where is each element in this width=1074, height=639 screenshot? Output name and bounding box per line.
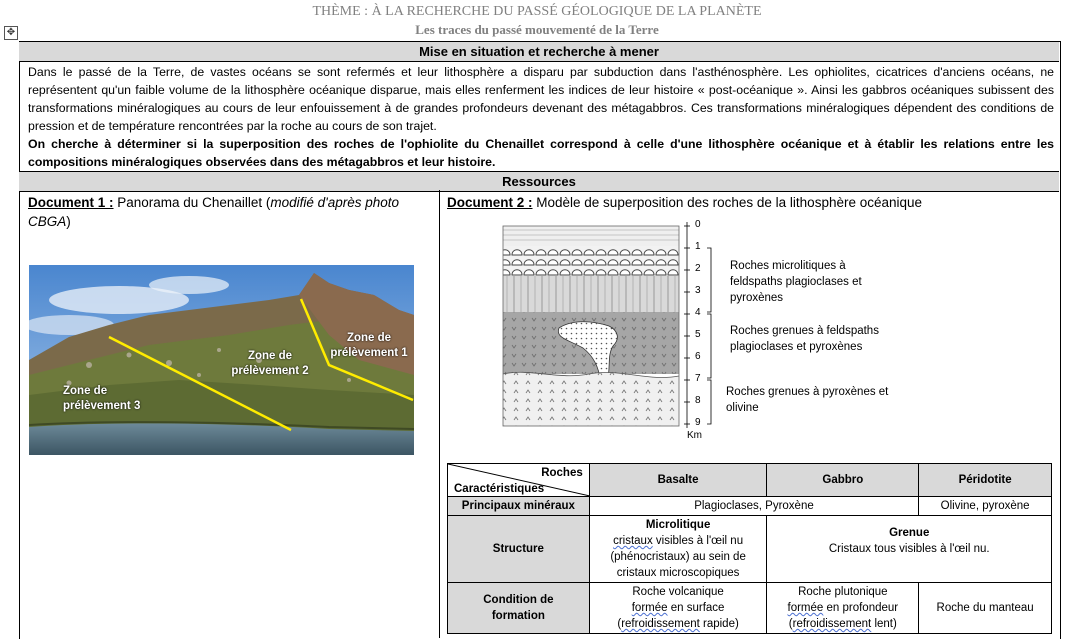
column-header-basalte: Basalte [589,464,767,497]
cell-formation-gabbro [767,583,919,634]
formation-basalte-word-formee: formée [631,602,668,614]
depth-tick-6: 6 [695,351,701,362]
zone-label-3: Zone de prélèvement 3 [63,385,141,412]
depth-tick-8: 8 [695,395,701,406]
move-handle-icon[interactable]: ✥ [4,26,18,40]
formation-basalte-paren: ( [617,618,622,630]
depth-tick-0: 0 [695,219,701,230]
cell-structure-basalte [589,516,767,583]
formation-gabbro-2: en profondeur [823,602,899,614]
structure-word-cristaux: cristaux [613,535,653,547]
section-title-situation: Mise en situation et recherche à mener [19,41,1059,62]
depth-tick-2: 2 [695,263,701,274]
doc1-title-text: Panorama du Chenaillet ( [113,195,271,210]
formation-label-2: formation [491,610,545,622]
table-corner-cell [448,464,590,497]
zone-label-2: Zone de prélèvement 2 [231,350,309,377]
page-subtitle: Les traces du passé mouvementé de la Terre [415,22,659,37]
row-header-formation [448,583,590,634]
row-header-minerals: Principaux minéraux [448,497,590,516]
formation-gabbro-1: Roche plutonique [798,586,888,598]
column-header-gabbro: Gabbro [767,464,919,497]
doc2-title-text: Modèle de superposition des roches de la lithosphère océanique [532,195,923,210]
doc1-title [28,193,433,231]
depth-unit: Km [687,430,702,441]
cell-minerals-peridotite: Olivine, pyroxène [919,497,1052,516]
depth-tick-3: 3 [695,285,701,296]
structure-line-3: cristaux microscopiques [616,567,740,579]
intro-task: On cherche à déterminer si la superposition des roches de l'ophiolite du Chenaillet correspond à celle d'une lithosphère océanique et à établir les relations entre les compositions minéralogiques observées dans des métagabbros et leur histoire. [28,137,1054,169]
corner-label-roches: Roches [541,467,583,479]
layer-label-microlitic: Roches microlitiques à feldspaths plagioclases et pyroxènes [730,260,862,304]
row-header-structure: Structure [448,516,590,583]
formation-basalte-2: en surface [667,602,725,614]
cell-minerals-basalte-gabbro: Plagioclases, Pyroxène [589,497,918,516]
doc1-source: modifié d'après photo CBGA [28,195,400,229]
formation-gabbro-paren: ( [788,618,793,630]
cell-structure-grenue [767,516,1052,583]
formation-label-1: Condition de [483,594,554,606]
formation-gabbro-3: lent) [871,618,897,630]
formation-basalte-word-refroid: refroidissement [621,618,700,630]
cell-formation-peridotite: Roche du manteau [919,583,1052,634]
zone-label-1: Zone de prélèvement 1 [330,332,408,359]
formation-gabbro-word-refroid: refroidissement [792,618,872,630]
structure-grenue: Grenue [889,527,930,539]
depth-tick-7: 7 [695,373,701,384]
column-divider [439,190,440,638]
depth-tick-9: 9 [695,417,701,428]
layer-label-grenues-plagio: Roches grenues à feldspaths plagioclases et pyroxènes [730,325,879,353]
intro-paragraph: Dans le passé de la Terre, de vastes océans se sont refermés et leur lithosphère a disparu par subduction dans l'asthénosphère. Les ophiolites, cicatrices d'anciens océans, ne représentent qu'un faible volume de la lithosphère océanique disparue, mais elles renferment les indices de leur histoire « post-océanique ». Ainsi les gabbros océaniques subissent des transformations minéralogiques au cours de leur enfouissement à de grandes profondeurs devenant des métagabbros. Ces transformations minéralogiques dépendent des conditions de pression et de température rencontrées par la roche au cours de son trajet. [28,65,1054,133]
layer-label-grenues-olivine: Roches grenues à pyroxènes et olivine [726,386,889,414]
depth-tick-1: 1 [695,241,701,252]
lithosphere-column-diagram [499,216,719,444]
formation-gabbro-word-formee: formée [787,602,824,614]
structure-line-2: (phénocristaux) au sein de [610,551,746,563]
structure-microlitique: Microlitique [645,519,711,531]
corner-label-caracteristiques: Caractéristiques [454,483,545,495]
doc2-title [447,193,1052,212]
section-title-resources: Ressources [19,171,1059,192]
structure-line-1: visibles à l'œil nu [652,535,744,547]
formation-basalte-1: Roche volcanique [632,586,724,598]
formation-basalte-3: rapide) [699,618,739,630]
structure-grenue-text: Cristaux tous visibles à l'œil nu. [828,543,990,555]
intro-text [28,63,1054,171]
cell-formation-basalte [589,583,767,634]
depth-tick-4: 4 [695,307,701,318]
column-header-peridotite: Péridotite [919,464,1052,497]
doc1-label: Document 1 : [28,195,114,210]
doc1-close: ) [66,214,71,229]
page-theme: THÈME : À LA RECHERCHE DU PASSÉ GÉOLOGIQUE DE LA PLANÈTE [312,4,762,19]
doc2-label: Document 2 : [447,195,533,210]
rock-characteristics-table [447,463,1052,634]
depth-tick-5: 5 [695,329,701,340]
chenaillet-panorama [29,265,414,455]
